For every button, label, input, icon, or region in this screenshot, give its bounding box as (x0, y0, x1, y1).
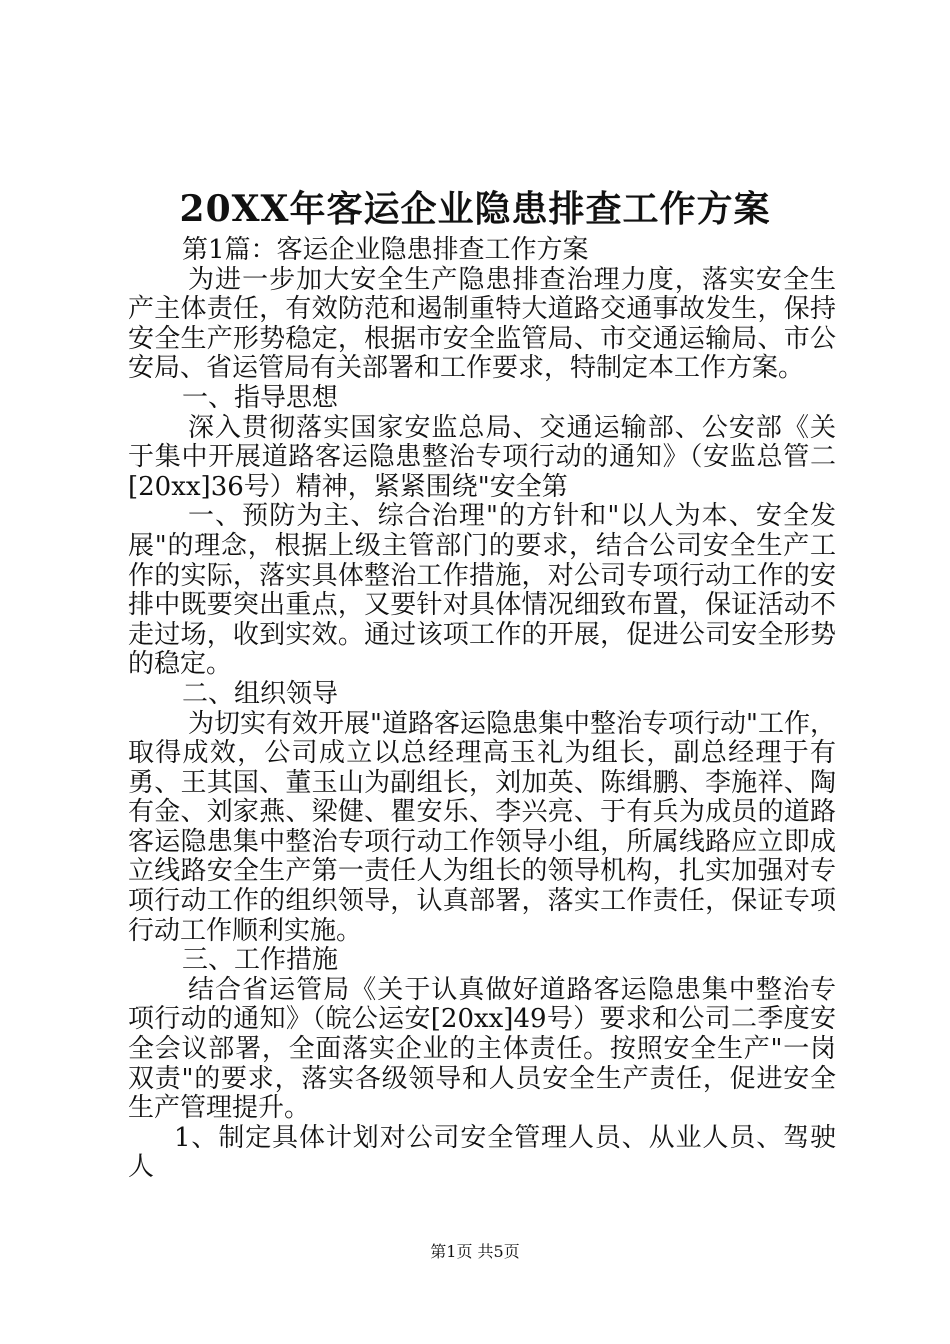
paragraph: 为切实有效开展"道路客运隐患集中整治专项行动"工作，取得成效，公司成立以总经理高玉礼为组长，副总经理于有勇、王其国、董玉山为副组长，刘加英、陈缉鹏、李施祥、陶有金、刘家燕、梁健、瞿安乐、李兴亮、于有兵为成员的道路客运隐患集中整治专项行动工作领导小组，所属线路应立即成立线路安全生产第一责任人为组长的领导机构，扎实加强对专项行动工作的组织领导，认真部署，落实工作责任，保证专项行动工作顺利实施。 (128, 708, 836, 946)
paragraph: 一、预防为主、综合治理"的方针和"以人为本、安全发展"的理念，根据上级主管部门的要求，结合公司安全生产工作的实际，落实具体整治工作措施，对公司专项行动工作的安排中既要突出重点，又要针对具体情况细致布置，保证活动不走过场，收到实效。通过该项工作的开展，促进公司安全形势的稳定。 (128, 501, 836, 680)
paragraph: 结合省运管局《关于认真做好道路客运隐患集中整治专项行动的通知》（皖公运安[20xx]49号）要求和公司二季度安全会议部署，全面落实企业的主体责任。按照安全生产"一岗双责"的要求，落实各级领导和人员安全生产责任，促进安全生产管理提升。 (128, 974, 836, 1124)
section-heading: 一、指导思想 (182, 382, 339, 413)
paragraph: 为进一步加大安全生产隐患排查治理力度，落实安全生产主体责任，有效防范和遏制重特大道路交通事故发生，保持安全生产形势稳定，根据市安全监管局、市交通运输局、市公安局、省运管局有关部署和工作要求，特制定本工作方案。 (128, 264, 836, 384)
section-heading: 三、工作措施 (182, 945, 339, 976)
section-heading: 二、组织领导 (182, 678, 339, 709)
paragraph: 深入贯彻落实国家安监总局、交通运输部、公安部《关于集中开展道路客运隐患整治专项行动的通知》（安监总管二[20xx]36号）精神，紧紧围绕"安全第 (128, 412, 836, 502)
paragraph: 1、制定具体计划对公司安全管理人员、从业人员、驾驶人 (128, 1122, 836, 1183)
document-title: 20XX年客运企业隐患排查工作方案 (179, 188, 771, 230)
document-body (128, 236, 836, 1183)
section-heading: 第1篇：客运企业隐患排查工作方案 (182, 235, 589, 265)
page-footer: 第1页 共5页 (430, 1242, 520, 1261)
